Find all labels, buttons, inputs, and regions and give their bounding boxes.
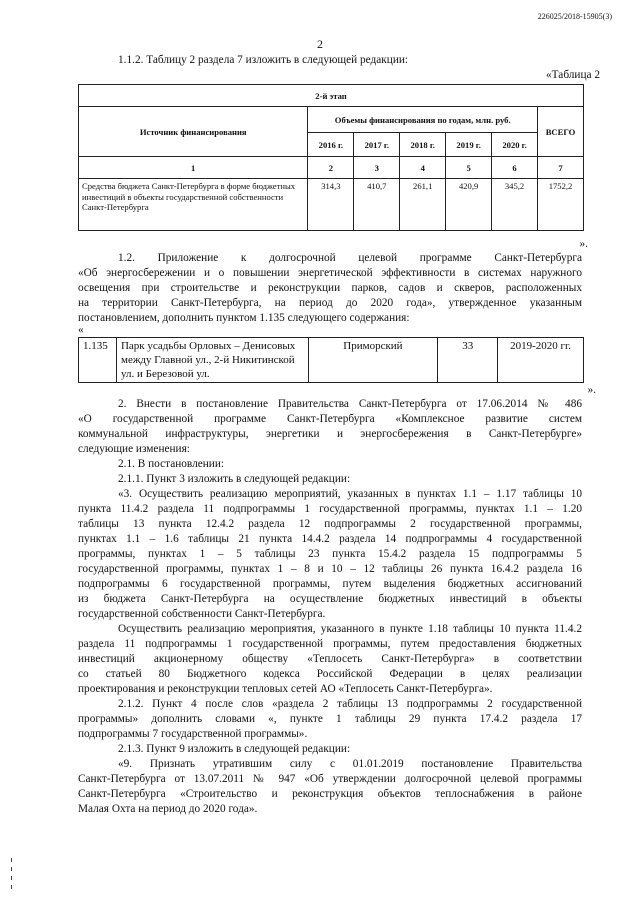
page-number: 2	[317, 37, 323, 51]
paragraph-line: освещения при строительстве и реконструкции парков, садов и скверов, расположенных	[78, 282, 582, 294]
year-header: 2016 г.	[308, 133, 354, 157]
paragraph-line: «9. Признать утратившим силу с 01.01.2019 постановление Правительства	[118, 758, 582, 770]
paragraph-line: пункта 11.4.2 раздела 11 подпрограммы 1 государственной программы, пунктах 1.1 – 1.20	[78, 503, 582, 515]
year-header: 2020 г.	[492, 133, 538, 157]
paragraph-line: Санкт-Петербурга «Строительство и реконструкция объектов теплоснабжения в районе	[78, 788, 582, 800]
paragraph-line: проектирования и реконструкции тепловых сетей АО «Теплосеть Санкт-Петербурга».	[78, 683, 493, 695]
paragraph-line: раздела 11 подпрограммы 1 государственной программы, путем предоставления бюджетных	[78, 638, 582, 650]
paragraph-line: «3. Осуществить реализацию мероприятий, указанных в пунктах 1.1 – 1.17 таблицы 10	[118, 488, 582, 500]
paragraph-line: со статьей 80 Бюджетного кодекса Российской Федерации в целях реализации	[78, 668, 582, 680]
paragraph-line: государственной собственности Санкт-Петербурга.	[78, 608, 326, 620]
paragraph-line: из бюджета Санкт-Петербурга на осуществление бюджетных инвестиций в объекты	[78, 593, 582, 605]
item-value: 33	[438, 338, 498, 383]
paragraph-line: 2.1.3. Пункт 9 изложить в следующей редакции:	[118, 743, 351, 755]
margin-scan-marks	[10, 858, 14, 899]
paragraph-line: 2.1. В постановлении:	[118, 458, 225, 470]
park-item-table	[78, 337, 584, 383]
value-cell: 261,1	[400, 179, 446, 231]
year-header: 2017 г.	[354, 133, 400, 157]
paragraph-line: инвестиций акционерному обществу «Теплосеть Санкт-Петербурга» в соответствии	[78, 653, 582, 665]
column-number: 6	[492, 157, 538, 179]
column-number: 1	[79, 157, 308, 179]
paragraph-line: 2. Внести в постановление Правительства Санкт-Петербурга от 17.06.2014 № 486	[118, 398, 582, 410]
value-cell: 345,2	[492, 179, 538, 231]
total-cell: 1752,2	[538, 179, 584, 231]
paragraph-line: 2.1.2. Пункт 4 после слов «раздела 2 таблицы 13 подпрограммы 2 государственной	[118, 698, 582, 710]
value-cell: 420,9	[446, 179, 492, 231]
column-number: 5	[446, 157, 492, 179]
paragraph-line: подпрограммы 7 государственной программы».	[78, 728, 308, 740]
year-header: 2019 г.	[446, 133, 492, 157]
volumes-header: Объемы финансирования по годам, млн. руб.	[308, 107, 538, 133]
paragraph-line: пунктах 1.1 – 1.6 таблицы 21 пункта 14.4.2 раздела 14 подпрограммы 4 государственной	[78, 533, 582, 545]
column-number: 4	[400, 157, 446, 179]
source-header: Источник финансирования	[79, 107, 308, 157]
paragraph-line: «Об энергосбережении и о повышении энергетической эффективности в системах наружного	[78, 267, 582, 279]
paragraph-line: таблицы 13 пункта 12.4.2 раздела 12 подпрограммы 2 государственной программы,	[78, 518, 582, 530]
financing-source-cell: Средства бюджета Санкт-Петербурга в форме бюджетных инвестиций в объекты государственной собственности Санкт-Петербурга	[79, 179, 308, 231]
opening-quote: «	[78, 324, 84, 336]
paragraph-line: следующие изменения:	[78, 443, 190, 455]
paragraph-line: постановлением, дополнить пунктом 1.135 следующего содержания:	[78, 312, 410, 324]
value-cell: 410,7	[354, 179, 400, 231]
paragraph-line: подпрограммы 6 государственной программы, путем выделения бюджетных ассигнований	[78, 578, 582, 590]
financing-table	[78, 84, 584, 231]
paragraph-line: 2.1.1. Пункт 3 изложить в следующей редакции:	[118, 473, 351, 485]
scan-dots-icon	[10, 858, 14, 898]
paragraph-line: Осуществить реализацию мероприятия, указанного в пункте 1.18 таблицы 10 пункта 11.4.2	[118, 623, 582, 635]
paragraph-line: коммунальной инфраструктуры, энергетики и энергосбережения в Санкт-Петербурге»	[78, 428, 582, 440]
period: 2019-2020 гг.	[498, 338, 584, 383]
column-number: 3	[354, 157, 400, 179]
paragraph-line: Малая Охта на период до 2020 года».	[78, 803, 258, 815]
closing-quote: ».	[579, 238, 588, 250]
paragraph-line: программы» дополнить словами «, пункте 1 таблицы 29 пункта 17.4.2 раздела 17	[78, 713, 582, 725]
stage-header: 2-й этап	[79, 85, 584, 107]
district: Приморский	[308, 338, 438, 383]
paragraph-line: на территории Санкт-Петербурга, на период до 2020 года», утвержденное указанным	[78, 297, 582, 309]
value-cell: 314,3	[308, 179, 354, 231]
column-number: 2	[308, 157, 354, 179]
paragraph-line: государственной программы, пунктах 1 – 8 и 10 – 12 таблицы 26 пункта 16.4.2 раздела 16	[78, 563, 582, 575]
year-header: 2018 г.	[400, 133, 446, 157]
document-number: 226025/2018-15905(3)	[537, 12, 612, 21]
column-number: 7	[538, 157, 584, 179]
park-name: Парк усадьбы Орловых – Денисовых между Главной ул., 2-й Никитинской ул. и Березовой ул.	[116, 338, 308, 383]
paragraph-1-1-2: 1.1.2. Таблицу 2 раздела 7 изложить в следующей редакции:	[118, 54, 409, 66]
paragraph-line: 1.2. Приложение к долгосрочной целевой программе Санкт-Петербурга	[118, 252, 582, 264]
table-label: «Таблица 2	[546, 69, 600, 81]
total-header: ВСЕГО	[538, 107, 584, 157]
item-number: 1.135	[79, 338, 117, 383]
paragraph-line: Санкт-Петербурга от 13.07.2011 № 947 «Об утверждении долгосрочной целевой программы	[78, 773, 582, 785]
paragraph-line: программы, пунктах 1 – 5 таблицы 23 пункта 15.4.2 раздела 15 подпрограммы 5	[78, 548, 582, 560]
closing-quote: ».	[587, 384, 596, 396]
paragraph-line: «О государственной программе Санкт-Петербурга «Комплексное развитие систем	[78, 413, 582, 425]
